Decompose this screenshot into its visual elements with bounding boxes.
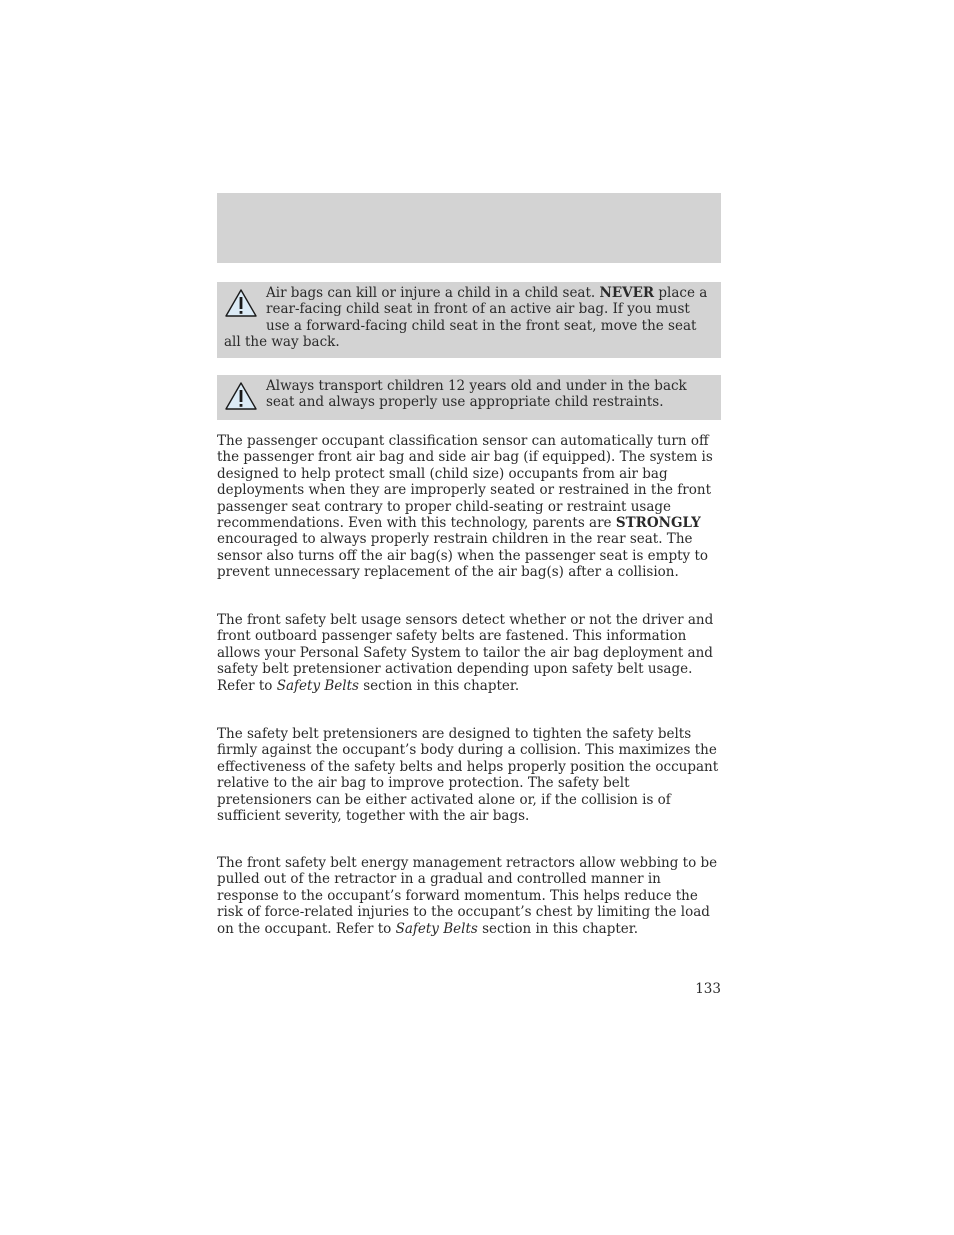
warning-text-before: Air bags can kill or injure a child in a child seat. bbox=[266, 285, 600, 301]
paragraph-pretensioners bbox=[217, 726, 721, 824]
safety-belts-reference: Safety Belts bbox=[276, 677, 359, 694]
warning-box-child-seat bbox=[217, 282, 721, 358]
paragraph-energy-management-retractors bbox=[217, 855, 721, 937]
page-number: 133 bbox=[695, 981, 721, 997]
warning-box-back-seat bbox=[217, 375, 721, 420]
paragraph-text: The safety belt pretensioners are designed to tighten the safety belts firmly against the occupant’s body during a collision. This maximizes the effectiveness of the safety belts and helps properly position the occupant relative to the air bag to improve protection. The safety belt pretensioners can be either activated alone or, if the collision is of sufficient severity, together with the air bags. bbox=[217, 726, 719, 825]
warning-emphasis: NEVER bbox=[599, 285, 655, 301]
paragraph-text-after: section in this chapter. bbox=[358, 677, 520, 694]
paragraph-text-after: section in this chapter. bbox=[477, 920, 639, 937]
warning-text: Always transport children 12 years old and under in the back seat and always properly use appropriate child restraints. bbox=[266, 378, 687, 411]
paragraph-text-before: The passenger occupant classification sensor can automatically turn off the passenger front air bag and side air bag (if equipped). The system is designed to help protect small (child size) occupants from air bag deployments when they are improperly seated or restrained in the front passenger seat contrary to proper child-seating or restraint usage recommendations. Even with this technology, parents are bbox=[217, 433, 713, 532]
safety-belts-reference: Safety Belts bbox=[395, 920, 478, 937]
warning-text-after: place a rear-facing child seat in front of an active air bag. If you must use a forward-facing child seat in the front seat, move the seat all the way back. bbox=[224, 285, 708, 351]
paragraph-text-before: The front safety belt usage sensors detect whether or not the driver and front outboard passenger safety belts are fastened. This information allows your Personal Safety System to tailor the air bag deployment and safety belt pretensioner activation depending upon safety belt usage. Refer to bbox=[217, 612, 714, 694]
paragraph-text-before: The front safety belt energy management retractors allow webbing to be pulled out of the retractor in a gradual and controlled manner in response to the occupant’s forward momentum. This helps reduce the risk of force-related injuries to the occupant’s chest by limiting the load on the occupant. Refer to bbox=[217, 855, 718, 937]
paragraph-emphasis: STRONGLY bbox=[615, 515, 701, 532]
warning-triangle-icon bbox=[224, 288, 258, 318]
section-header-bar bbox=[217, 193, 721, 263]
paragraph-belt-usage-sensors bbox=[217, 612, 721, 694]
paragraph-occupant-classification bbox=[217, 433, 721, 581]
paragraph-text-after: encouraged to always properly restrain children in the rear seat. The sensor also turns off the air bag(s) when the passenger seat is empty to prevent unnecessary replacement of the air bag(s) after a collision. bbox=[217, 531, 708, 581]
warning-triangle-icon bbox=[224, 381, 258, 411]
